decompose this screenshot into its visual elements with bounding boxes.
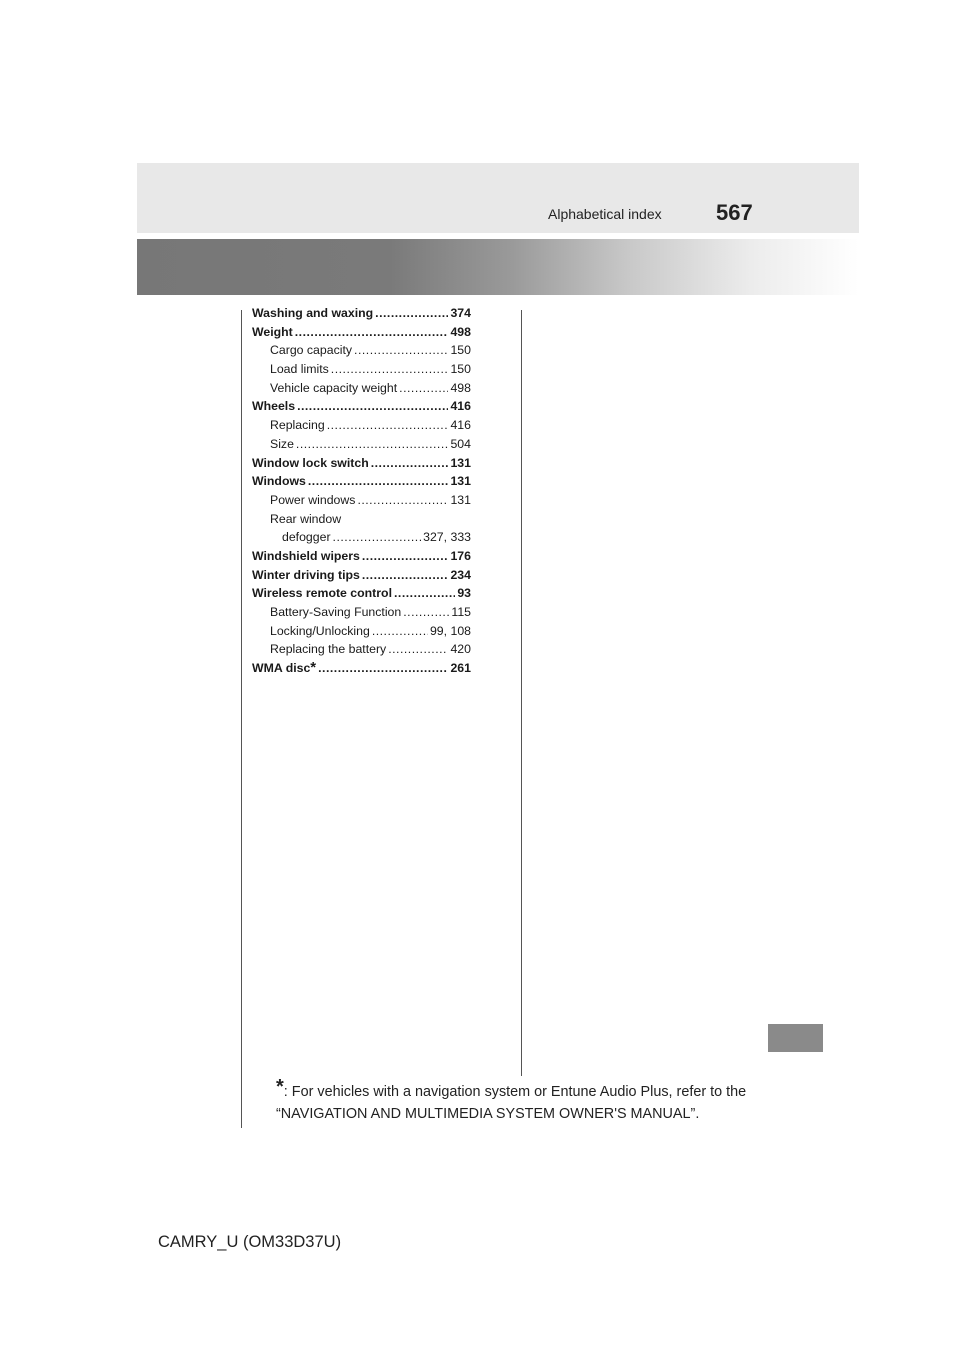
footnote	[276, 1076, 776, 1125]
index-entry	[252, 360, 471, 379]
side-thumb-tab	[768, 1024, 823, 1052]
footnote-marker: *	[310, 659, 317, 677]
leader-dots	[375, 304, 448, 323]
leader-dots	[331, 360, 449, 379]
index-entry	[252, 547, 471, 566]
index-entry	[252, 304, 471, 323]
index-entry-page: 150	[450, 362, 471, 377]
leader-dots	[388, 640, 448, 659]
footnote-star: *	[276, 1076, 284, 1098]
index-entry	[252, 323, 471, 342]
index-entry-page: 115	[451, 605, 471, 619]
index-entry-page: 498	[450, 324, 471, 339]
leader-dots	[394, 584, 455, 603]
index-entry-label: Winter driving tips	[252, 567, 360, 582]
header-gradient-band	[137, 239, 859, 295]
index-entry-page: 498	[450, 380, 471, 395]
footnote-text: : For vehicles with a navigation system or Entune Audio Plus, refer to the “NAVIGATION AND MULTIMEDIA SYSTEM OWNER'S MANUAL”.	[276, 1084, 747, 1122]
section-title: Alphabetical index	[548, 206, 662, 222]
index-entry	[252, 659, 471, 678]
index-entry-page: 131	[450, 455, 471, 470]
leader-dots	[372, 622, 428, 641]
index-entry	[252, 416, 471, 435]
index-entry-page: 261	[450, 661, 471, 676]
leader-dots	[357, 491, 448, 510]
index-entry	[252, 341, 471, 360]
index-entry	[252, 640, 471, 659]
index-entry-label: Wheels	[252, 399, 296, 414]
leader-dots	[308, 472, 449, 491]
index-entry-label: Battery-Saving Function	[270, 605, 402, 619]
index-entry-label: Power windows	[270, 492, 356, 507]
leader-dots	[362, 566, 449, 585]
index-entry-label: Windshield wipers	[252, 548, 360, 563]
index-entry-label: Replacing the battery	[270, 642, 387, 657]
index-entry	[252, 454, 471, 473]
leader-dots	[371, 454, 449, 473]
index-entry-page: 327, 333	[423, 530, 471, 545]
index-entry-page: 99, 108	[429, 623, 471, 638]
index-entry-page: 131	[450, 492, 471, 507]
index-entry-page: 234	[450, 567, 471, 582]
leader-dots	[297, 397, 448, 416]
index-entry-label: Vehicle capacity weight	[270, 380, 398, 395]
index-entry	[252, 472, 471, 491]
index-column	[252, 304, 471, 678]
left-column-rule	[241, 310, 242, 1128]
index-entry-label: Size	[270, 436, 294, 451]
leader-dots	[296, 435, 449, 454]
leader-dots	[399, 379, 448, 398]
leader-dots	[295, 323, 449, 342]
leader-dots	[333, 528, 422, 547]
index-entry-label: Replacing	[270, 418, 325, 433]
index-entry	[252, 528, 471, 547]
index-entry	[252, 510, 471, 529]
index-entry	[252, 397, 471, 416]
leader-dots	[318, 659, 448, 678]
index-entry-label: Wireless remote control	[252, 586, 392, 601]
leader-dots	[403, 603, 449, 622]
index-entry-page: 150	[450, 343, 471, 358]
leader-dots	[327, 416, 449, 435]
index-entry-label: WMA disc	[252, 661, 311, 676]
index-entry-label: Rear window	[270, 511, 342, 526]
index-entry	[252, 566, 471, 585]
index-entry	[252, 603, 471, 622]
index-entry	[252, 622, 471, 641]
index-entry	[252, 584, 471, 603]
index-entry-label: Window lock switch	[252, 455, 369, 470]
index-entry-label: Washing and waxing	[252, 306, 374, 320]
index-entry-label: Cargo capacity	[270, 343, 353, 358]
index-entry	[252, 379, 471, 398]
index-entry-page: 176	[450, 548, 471, 563]
index-entry-page: 416	[450, 418, 471, 433]
index-entry-label: Weight	[252, 324, 293, 339]
index-entry-label: Load limits	[270, 362, 329, 377]
index-entry-page: 416	[450, 399, 471, 414]
leader-dots	[362, 547, 449, 566]
leader-dots	[354, 341, 448, 360]
page-number: 567	[716, 200, 753, 225]
index-entry	[252, 491, 471, 510]
index-entry	[252, 435, 471, 454]
index-entry-label: Locking/Unlocking	[270, 623, 370, 638]
index-entry-page: 420	[450, 642, 471, 657]
index-entry-page: 504	[450, 436, 471, 451]
manual-code: CAMRY_U (OM33D37U)	[158, 1233, 342, 1251]
index-entry-label: defogger	[282, 530, 331, 545]
index-entry-label: Windows	[252, 474, 306, 489]
middle-column-rule	[521, 310, 522, 1076]
index-entry-page: 131	[450, 474, 471, 489]
index-entry-page: 93	[457, 586, 471, 601]
index-entry-page: 374	[450, 306, 471, 320]
